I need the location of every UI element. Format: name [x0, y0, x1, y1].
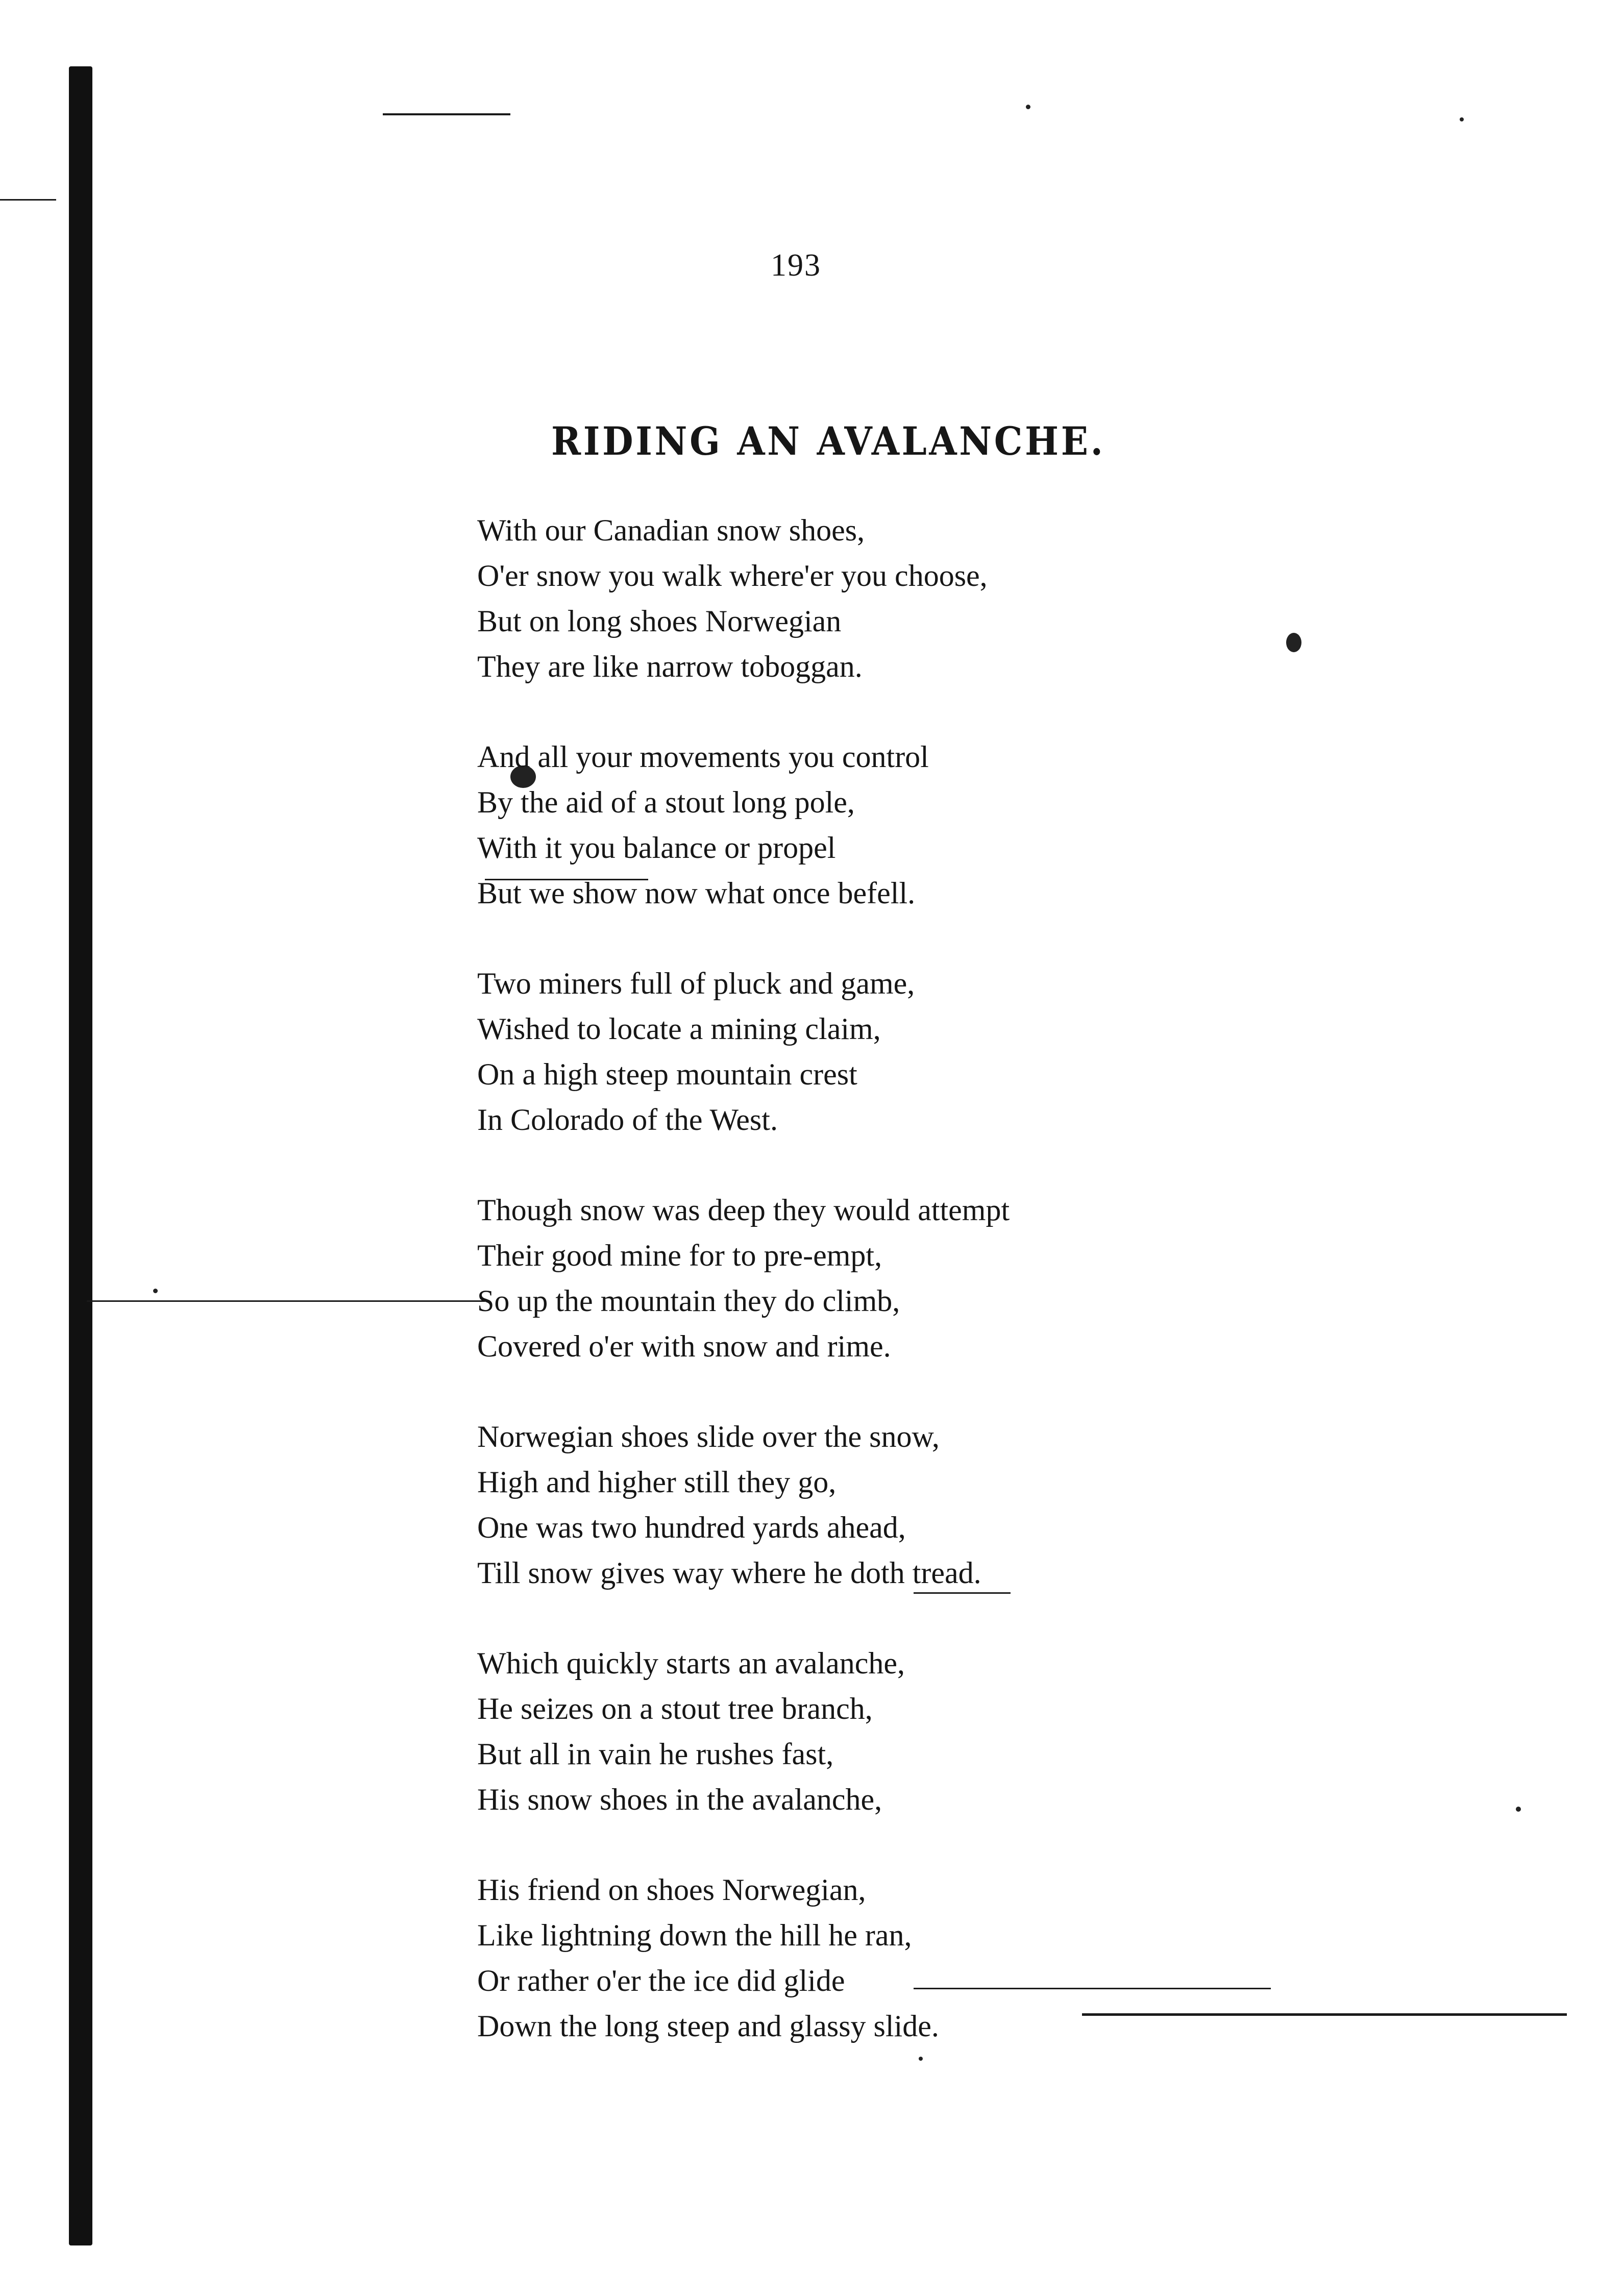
ink-speck: [1026, 105, 1030, 109]
poem-line: They are like narrow toboggan.: [477, 650, 863, 683]
poem-line: In Colorado of the West.: [477, 1103, 778, 1137]
poem-line: Which quickly starts an avalanche,: [477, 1646, 905, 1680]
poem-body: [477, 508, 1192, 2094]
poem-line: High and higher still they go,: [477, 1465, 837, 1499]
poem-line: Norwegian shoes slide over the snow,: [477, 1420, 940, 1453]
stanza: [477, 1188, 1192, 1369]
poem-line: But all in vain he rushes fast,: [477, 1737, 834, 1771]
stanza: [477, 961, 1192, 1143]
poem-line: Till snow gives way where he doth tread.: [477, 1556, 981, 1590]
ink-speck: [1286, 633, 1301, 652]
scan-rule: [383, 113, 510, 115]
poem-title: RIDING AN AVALANCHE.: [551, 418, 1105, 464]
scan-rule: [0, 199, 56, 201]
poem-line: Their good mine for to pre-empt,: [477, 1239, 882, 1272]
page-number: 193: [771, 248, 821, 283]
ink-speck: [1460, 117, 1464, 121]
poem-line: Like lightning down the hill he ran,: [477, 1918, 912, 1952]
binding-spine: [69, 66, 92, 2245]
poem-line: With it you balance or propel: [477, 831, 836, 865]
stanza: [477, 1641, 1192, 1822]
poem-line: One was two hundred yards ahead,: [477, 1511, 906, 1544]
stanza: [477, 734, 1192, 916]
poem-line: But on long shoes Norwegian: [477, 604, 842, 638]
poem-line: But we show now what once befell.: [477, 876, 916, 910]
stanza: [477, 1867, 1192, 2049]
stanza: [477, 508, 1192, 689]
scan-rule: [87, 1300, 485, 1302]
poem-line: O'er snow you walk where'er you choose,: [477, 559, 988, 592]
poem-line: Covered o'er with snow and rime.: [477, 1329, 891, 1363]
poem-line: Two miners full of pluck and game,: [477, 967, 915, 1000]
ink-speck: [153, 1289, 158, 1293]
poem-line: With our Canadian snow shoes,: [477, 513, 865, 547]
poem-line: Wished to locate a mining claim,: [477, 1012, 881, 1046]
poem-line: Or rather o'er the ice did glide: [477, 1964, 845, 1997]
poem-line: Down the long steep and glassy slide.: [477, 2009, 939, 2043]
poem-line: His snow shoes in the avalanche,: [477, 1783, 882, 1816]
poem-line: On a high steep mountain crest: [477, 1057, 857, 1091]
poem-line: By the aid of a stout long pole,: [477, 785, 855, 819]
poem-line: He seizes on a stout tree branch,: [477, 1692, 873, 1725]
ink-speck: [1516, 1807, 1521, 1812]
stanza: [477, 1414, 1192, 1596]
poem-line: His friend on shoes Norwegian,: [477, 1873, 866, 1907]
poem-line: Though snow was deep they would attempt: [477, 1193, 1010, 1227]
poem-line: And all your movements you control: [477, 740, 929, 774]
poem-line: So up the mountain they do climb,: [477, 1284, 900, 1318]
